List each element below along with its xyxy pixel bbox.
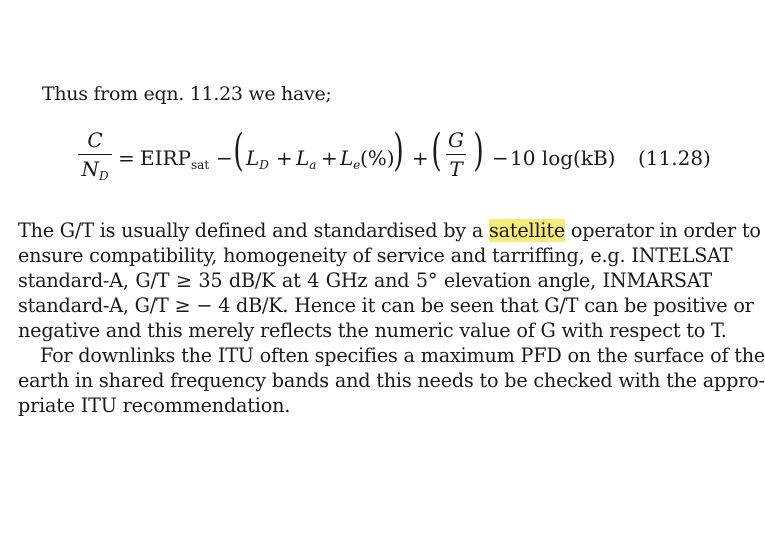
fraction-denominator: $N_D$ [81,157,109,183]
paragraph-1-line-4: standard-A, G/T ≥ − 4 dB/K. Hence it can be seen that G/T can be positive or [18,294,754,317]
fraction-numerator: G [448,128,464,152]
fraction-c-over-nd [78,128,112,188]
highlighted-word: satellite [488,219,565,242]
equals-sign: = [118,146,135,170]
percent-term: (%) [360,146,395,170]
close-paren-large: ) [393,125,404,176]
paragraph-1-line-5: negative and this merely reflects the numeric value of G with respect to T. [18,319,727,342]
lead-sentence: Thus from eqn. 11.23 we have; [42,83,332,105]
eirp-term: $EIRP_{sat}$ [140,146,210,172]
plus-sign: + [276,146,293,170]
fraction-g-over-t [446,128,466,181]
fraction-denominator: T [449,157,463,181]
open-paren-large: ( [233,125,244,176]
fraction-bar [446,154,466,155]
paragraph-2-line-3: priate ITU recommendation. [18,394,291,417]
plus-sign: + [412,146,429,170]
paragraph-1-line-2: ensure compatibility, homogeneity of service and tarriffing, e.g. INTELSAT [18,244,733,267]
paragraph-2-line-1: For downlinks the ITU often specifies a maximum PFD on the surface of the [40,344,765,367]
loss-a-term: $L_a$ [296,146,317,172]
minus-sign: − [216,146,233,170]
fraction-bar [78,154,112,155]
body-text [18,218,765,418]
equation-number: (11.28) [638,146,711,170]
loss-e-term: $L_e$ [340,146,361,172]
minus-sign: − [492,146,509,170]
plus-sign: + [321,146,338,170]
close-paren-large: ) [473,125,484,176]
open-paren-large: ( [431,125,442,176]
paragraph-1-line-1: The G/T is usually defined and standardised by a satellite operator in order to [18,219,761,242]
fraction-numerator: C [87,128,103,152]
equation-11-28 [70,125,711,198]
log-term: 10 log(kB) [510,146,616,170]
paragraph-2-line-2: earth in shared frequency bands and this needs to be checked with the appro- [18,369,765,392]
paragraph-1-line-3: standard-A, G/T ≥ 35 dB/K at 4 GHz and 5° elevation angle, INMARSAT [18,269,712,292]
loss-d-term: $L_D$ [246,146,269,172]
